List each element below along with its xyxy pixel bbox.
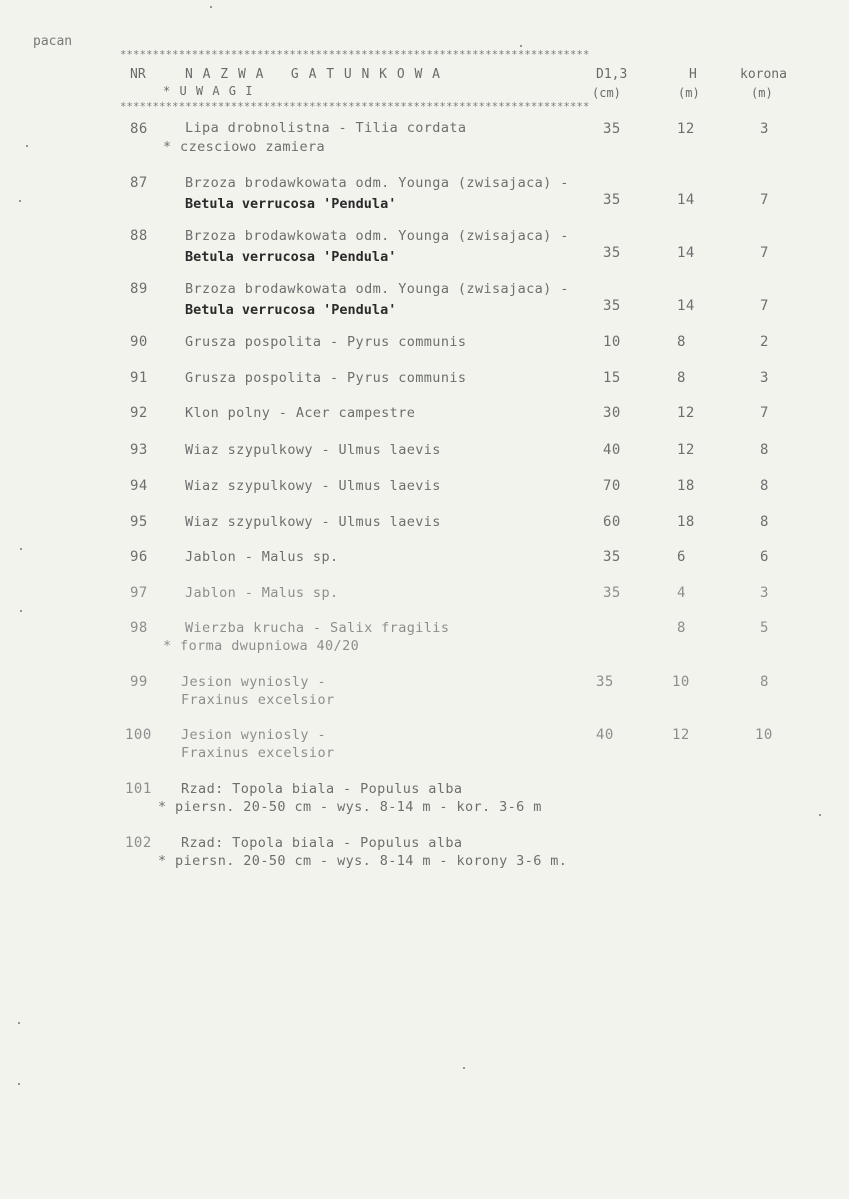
row-name-latin: Fraxinus excelsior — [181, 692, 335, 708]
header-notes: * U W A G I — [163, 84, 254, 98]
header-bottom-rule: ************************************************************************ — [120, 101, 590, 113]
row-crown: 8 — [760, 674, 769, 690]
row-crown: 3 — [760, 585, 769, 601]
row-height: 8 — [677, 370, 686, 386]
row-nr: 102 — [125, 835, 152, 851]
scan-speck — [20, 610, 22, 612]
row-name: Wiaz szypulkowy - Ulmus laevis — [185, 478, 441, 494]
row-nr: 95 — [130, 514, 148, 530]
row-nr: 88 — [130, 228, 148, 244]
row-dbh: 35 — [603, 298, 621, 314]
row-height: 6 — [677, 549, 686, 565]
row-name: Wierzba krucha - Salix fragilis — [185, 620, 450, 636]
scan-speck — [18, 1083, 20, 1085]
row-name-latin: Betula verrucosa 'Pendula' — [185, 302, 397, 318]
row-name: Jesion wyniosly - — [181, 674, 326, 690]
row-nr: 92 — [130, 405, 148, 421]
row-name: Jablon - Malus sp. — [185, 549, 339, 565]
row-nr: 89 — [130, 281, 148, 297]
header-nr: NR — [130, 67, 146, 82]
row-name: Klon polny - Acer campestre — [185, 405, 416, 421]
row-crown: 7 — [760, 298, 769, 314]
row-height: 8 — [677, 334, 686, 350]
row-nr: 100 — [125, 727, 152, 743]
row-crown: 7 — [760, 192, 769, 208]
row-name: Wiaz szypulkowy - Ulmus laevis — [185, 442, 441, 458]
row-name: Brzoza brodawkowata odm. Younga (zwisajaca) - — [185, 228, 569, 244]
row-height: 18 — [677, 478, 695, 494]
row-dbh: 35 — [603, 585, 621, 601]
row-crown: 10 — [755, 727, 773, 743]
row-note: * piersn. 20-50 cm - wys. 8-14 m - korony 3-6 m. — [158, 853, 568, 869]
row-crown: 8 — [760, 478, 769, 494]
scan-speck — [18, 1022, 20, 1024]
row-dbh: 10 — [603, 334, 621, 350]
header-dbh: D1,3 — [596, 67, 628, 82]
row-dbh: 35 — [596, 674, 614, 690]
row-dbh: 40 — [596, 727, 614, 743]
row-name-latin: Betula verrucosa 'Pendula' — [185, 249, 397, 265]
scan-speck — [26, 145, 28, 147]
page-label: pacan — [33, 34, 73, 49]
row-name: Jablon - Malus sp. — [185, 585, 339, 601]
row-height: 18 — [677, 514, 695, 530]
row-name-latin: Fraxinus excelsior — [181, 745, 335, 761]
row-name: Wiaz szypulkowy - Ulmus laevis — [185, 514, 441, 530]
row-dbh: 35 — [603, 245, 621, 261]
row-crown: 8 — [760, 514, 769, 530]
header-name: N A Z W A G A T U N K O W A — [185, 67, 441, 82]
row-nr: 91 — [130, 370, 148, 386]
row-name: Lipa drobnolistna - Tilia cordata — [185, 120, 467, 136]
row-crown: 6 — [760, 549, 769, 565]
row-dbh: 60 — [603, 514, 621, 530]
row-height: 12 — [677, 121, 695, 137]
header-dbh-unit: (cm) — [592, 86, 621, 100]
row-height: 14 — [677, 192, 695, 208]
row-nr: 87 — [130, 175, 148, 191]
row-height: 12 — [677, 442, 695, 458]
row-nr: 90 — [130, 334, 148, 350]
row-dbh: 35 — [603, 121, 621, 137]
header-top-rule: ************************************************************************ — [120, 49, 590, 61]
row-name: Jesion wyniosly - — [181, 727, 326, 743]
row-nr: 86 — [130, 121, 148, 137]
row-nr: 98 — [130, 620, 148, 636]
row-name: Grusza pospolita - Pyrus communis — [185, 370, 467, 386]
header-crown: korona — [740, 67, 787, 82]
header-height: H — [689, 67, 697, 82]
scan-speck — [20, 548, 22, 550]
row-note: * piersn. 20-50 cm - wys. 8-14 m - kor. 3-6 m — [158, 799, 542, 815]
row-name-latin: Betula verrucosa 'Pendula' — [185, 196, 397, 212]
row-name: Rzad: Topola biala - Populus alba — [181, 835, 463, 851]
row-dbh: 15 — [603, 370, 621, 386]
row-nr: 94 — [130, 478, 148, 494]
row-crown: 3 — [760, 121, 769, 137]
row-crown: 7 — [760, 245, 769, 261]
header-crown-unit: (m) — [751, 86, 773, 100]
row-dbh: 70 — [603, 478, 621, 494]
row-dbh: 40 — [603, 442, 621, 458]
row-height: 14 — [677, 245, 695, 261]
row-crown: 3 — [760, 370, 769, 386]
row-name: Brzoza brodawkowata odm. Younga (zwisajaca) - — [185, 175, 569, 191]
row-nr: 99 — [130, 674, 148, 690]
row-nr: 93 — [130, 442, 148, 458]
row-name: Brzoza brodawkowata odm. Younga (zwisajaca) - — [185, 281, 569, 297]
row-crown: 5 — [760, 620, 769, 636]
row-nr: 96 — [130, 549, 148, 565]
scan-speck — [463, 1067, 465, 1069]
row-height: 10 — [672, 674, 690, 690]
row-dbh: 35 — [603, 549, 621, 565]
scan-speck — [210, 6, 212, 8]
row-height: 14 — [677, 298, 695, 314]
row-crown: 7 — [760, 405, 769, 421]
row-crown: 8 — [760, 442, 769, 458]
row-height: 12 — [677, 405, 695, 421]
row-note: * forma dwupniowa 40/20 — [163, 638, 360, 654]
scan-speck — [520, 45, 522, 47]
row-nr: 101 — [125, 781, 152, 797]
scan-speck — [819, 814, 821, 816]
row-name: Grusza pospolita - Pyrus communis — [185, 334, 467, 350]
row-dbh: 30 — [603, 405, 621, 421]
row-height: 8 — [677, 620, 686, 636]
row-crown: 2 — [760, 334, 769, 350]
row-note: * czesciowo zamiera — [163, 139, 326, 155]
scan-speck — [19, 200, 21, 202]
row-nr: 97 — [130, 585, 148, 601]
row-name: Rzad: Topola biala - Populus alba — [181, 781, 463, 797]
row-height: 4 — [677, 585, 686, 601]
header-height-unit: (m) — [678, 86, 700, 100]
row-height: 12 — [672, 727, 690, 743]
row-dbh: 35 — [603, 192, 621, 208]
